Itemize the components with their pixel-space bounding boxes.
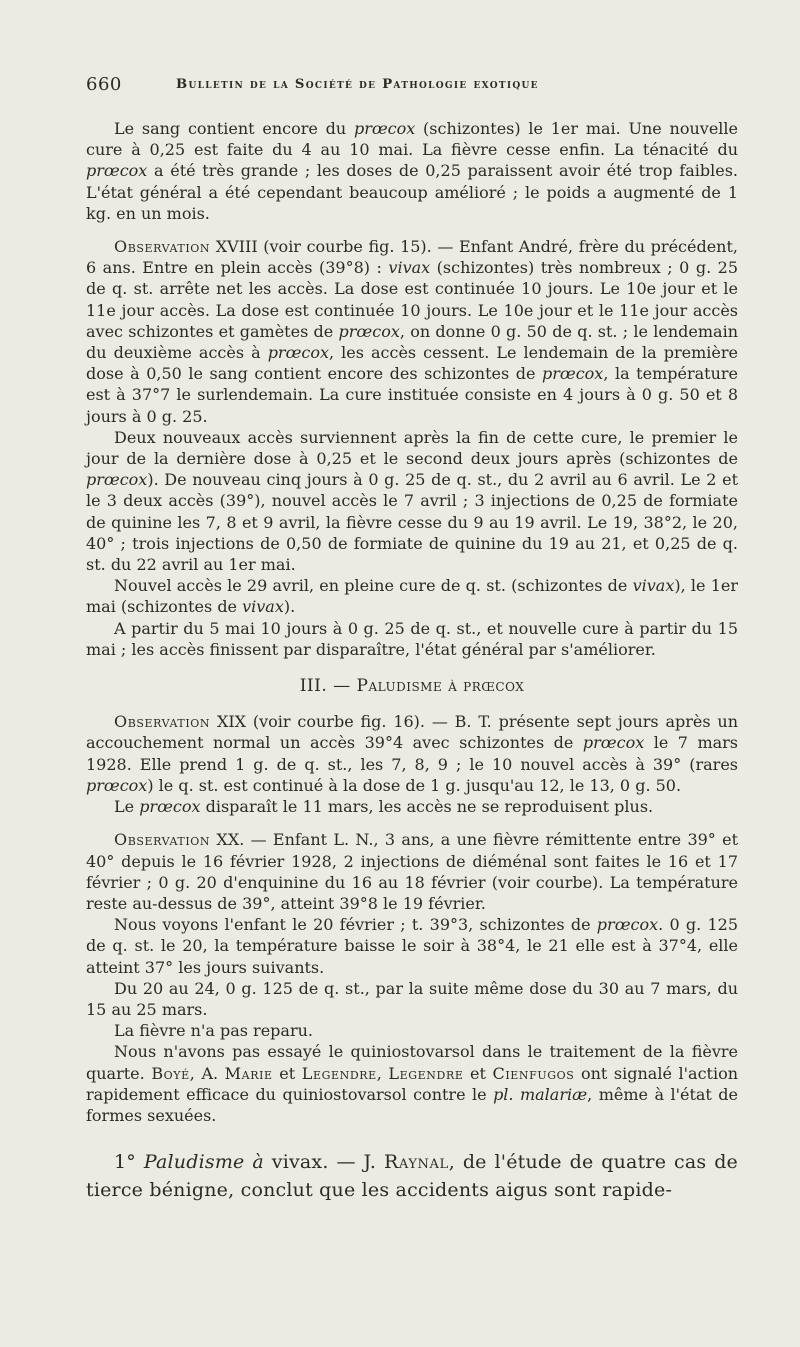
italic-term: prœcox bbox=[86, 470, 148, 490]
author-name: Marie bbox=[224, 1063, 273, 1083]
text-span: et bbox=[272, 1063, 302, 1083]
text-span: , même à l'état de formes sexuées. bbox=[86, 1084, 739, 1125]
text-span: Nous voyons l'enfant le 20 février ; t. 39°3, schizontes de bbox=[114, 915, 597, 935]
text-span: A partir du 5 mai 10 jours à 0 g. 25 de q. st., et nouvelle cure à partir du 15 mai ; les accès finissent par disparaître, l'état général par s'améliorer. bbox=[86, 618, 738, 659]
section-heading bbox=[86, 676, 738, 697]
observation-label: Observation bbox=[114, 712, 211, 732]
italic-term: prœcox bbox=[267, 343, 330, 363]
running-header bbox=[86, 74, 740, 102]
paragraph-5 bbox=[86, 618, 738, 660]
paragraph-4 bbox=[86, 575, 738, 617]
text-span: . 0 g. 125 de q. st. le 20, la température baisse le soir à 38°4, le 21 elle est à 37°4, elle atteint 37° les jours suivants. bbox=[86, 915, 739, 977]
paragraph-11 bbox=[86, 1020, 738, 1041]
paragraph-9 bbox=[86, 914, 738, 978]
author-name: Raynal bbox=[383, 1151, 449, 1174]
text-span: , bbox=[376, 1063, 389, 1083]
paragraph-12 bbox=[86, 1041, 738, 1126]
italic-term: prœcox bbox=[353, 119, 416, 138]
running-title: Bulletin de la Société de Pathologie exotique bbox=[176, 77, 539, 92]
text-span: La fièvre n'a pas reparu. bbox=[114, 1021, 313, 1041]
italic-term: prœcox bbox=[596, 915, 659, 935]
text-span: XVIII (voir courbe fig. 15). — Enfant André, frère du précédent, 6 ans. Entre en plein accès (39°8) : bbox=[86, 237, 738, 278]
text-span: ). De nouveau cinq jours à 0 g. 25 de q. st., du 2 avril au 6 avril. Le 2 et le 3 deux accès (39°), nouvel accès le 7 avril ; 3 injections de 0,25 de formiate de quinine les 7, 8 et 9 avril, la fièvre cesse du 9 au 19 avril. Le 19, 38°2, le 20, 40° ; trois injections de 0,50 de formiate de quinine du 19 au 21, et 0,25 de q. st. du 22 avril au 1er mai. bbox=[86, 470, 738, 575]
italic-term: vivax bbox=[242, 597, 284, 617]
italic-term: prœcox bbox=[86, 775, 148, 795]
body-text bbox=[86, 118, 738, 1204]
text-span: , A. bbox=[189, 1063, 225, 1083]
text-span: XIX (voir courbe fig. 16). — B. T. présente sept jours après un accouchement normal un accès 39°4 avec schizontes de bbox=[86, 712, 738, 753]
paragraph-1 bbox=[86, 118, 738, 224]
text-span: a été très grande ; les doses de 0,25 paraissent avoir été trop faibles. L'état général a été cependant beaucoup amélioré ; le poids a augmenté de 1 kg. en un mois. bbox=[86, 161, 738, 223]
italic-term: prœcox bbox=[542, 364, 604, 384]
text-span: ont signalé l'action rapidement efficace du quiniostovarsol contre le bbox=[86, 1063, 739, 1104]
text-span: et bbox=[463, 1063, 493, 1083]
text-span: , la température est à 37°7 le surlendemain. La cure instituée consiste en 4 jours à 0 g. 50 et 8 jours à 0 g. 25. bbox=[86, 364, 739, 426]
author-name: Legendre bbox=[301, 1063, 377, 1083]
observation-18 bbox=[86, 236, 738, 427]
observation-label: Observation bbox=[114, 830, 211, 850]
observation-20 bbox=[86, 829, 738, 914]
text-span: ) le q. st. est continué à la dose de 1 g. jusqu'au 12, le 13, 0 g. 50. bbox=[147, 775, 682, 795]
paragraph-13 bbox=[86, 1148, 738, 1204]
section-title: Paludisme à prœcox bbox=[356, 676, 525, 697]
observation-label: Observation bbox=[114, 237, 211, 257]
paragraph-3 bbox=[86, 427, 738, 575]
author-name: Legendre bbox=[388, 1063, 464, 1083]
text-span: XX. — Enfant L. N., 3 ans, a une fièvre rémittente entre 39° et 40° depuis le 16 février 1928, 2 injections de diéménal sont faites le 16 et 17 février ; 0 g. 20 d'enquinine du 16 au 18 février (voir courbe). La température reste au-dessus de 39°, atteint 39°8 le 19 février. bbox=[86, 830, 738, 913]
text-span: , on donne 0 g. 50 de q. st. ; le lendemain du deuxième accès à bbox=[86, 321, 738, 363]
text-span: (schizontes) très nombreux ; 0 g. 25 de q. st. arrête net les accès. La dose est continuée 10 jours. Le 10e jour et le 11e jour accès. La dose est continuée 10 jours. Le 10e jour et le 11e jour accès avec schizontes et gamètes de bbox=[86, 258, 739, 341]
italic-term: prœcox bbox=[582, 733, 645, 753]
italic-term: prœcox bbox=[338, 321, 400, 341]
text-span: , de l'étude de quatre cas de tierce bénigne, conclut que les accidents aigus sont rapide- bbox=[86, 1151, 739, 1202]
text-span: vivax. — J. bbox=[263, 1151, 384, 1174]
text-span: Nouvel accès le 29 avril, en pleine cure de q. st. (schizontes de bbox=[114, 576, 633, 596]
italic-term: vivax bbox=[388, 258, 431, 278]
text-span: ). bbox=[283, 597, 296, 617]
author-name: Cienfugos bbox=[492, 1063, 575, 1083]
text-span: Nous n'avons pas essayé le quiniostovarsol dans le traitement de la fièvre quarte. bbox=[86, 1042, 738, 1083]
paragraph-7 bbox=[86, 796, 738, 817]
observation-19 bbox=[86, 711, 738, 796]
paragraph-10 bbox=[86, 978, 738, 1020]
text-span: le 7 mars 1928. Elle prend 1 g. de q. st., les 7, 8, 9 ; le 10 nouvel accès à 39° (rares bbox=[86, 733, 739, 774]
text-span: Le bbox=[114, 797, 140, 817]
section-number: III. — bbox=[299, 676, 357, 697]
italic-term: prœcox bbox=[86, 161, 148, 181]
page-number: 660 bbox=[86, 74, 122, 95]
author-name: Boyé bbox=[151, 1063, 190, 1083]
text-span: disparaît le 11 mars, les accès ne se reproduisent plus. bbox=[200, 797, 654, 817]
italic-term: pl. malariæ bbox=[493, 1084, 588, 1104]
text-span: 1° bbox=[114, 1151, 144, 1174]
italic-term: Paludisme à bbox=[143, 1151, 264, 1174]
italic-term: prœcox bbox=[139, 797, 201, 817]
text-span: (schizontes) le 1er mai. Une nouvelle cure à 0,25 est faite du 4 au 10 mai. La fièvre cesse enfin. La ténacité du bbox=[86, 119, 739, 160]
text-span: , les accès cessent. Le lendemain de la première dose à 0,50 le sang contient encore des schizontes de bbox=[86, 343, 738, 384]
text-span: Du 20 au 24, 0 g. 125 de q. st., par la suite même dose du 30 au 7 mars, du 15 au 25 mars. bbox=[86, 978, 738, 1019]
italic-term: vivax bbox=[632, 576, 675, 596]
text-span: ), le 1er mai (schizontes de bbox=[86, 576, 738, 617]
text-span: Deux nouveaux accès surviennent après la fin de cette cure, le premier le jour de la dernière dose à 0,25 et le second deux jours après (schizontes de bbox=[86, 427, 738, 469]
text-span: Le sang contient encore du bbox=[114, 119, 354, 138]
